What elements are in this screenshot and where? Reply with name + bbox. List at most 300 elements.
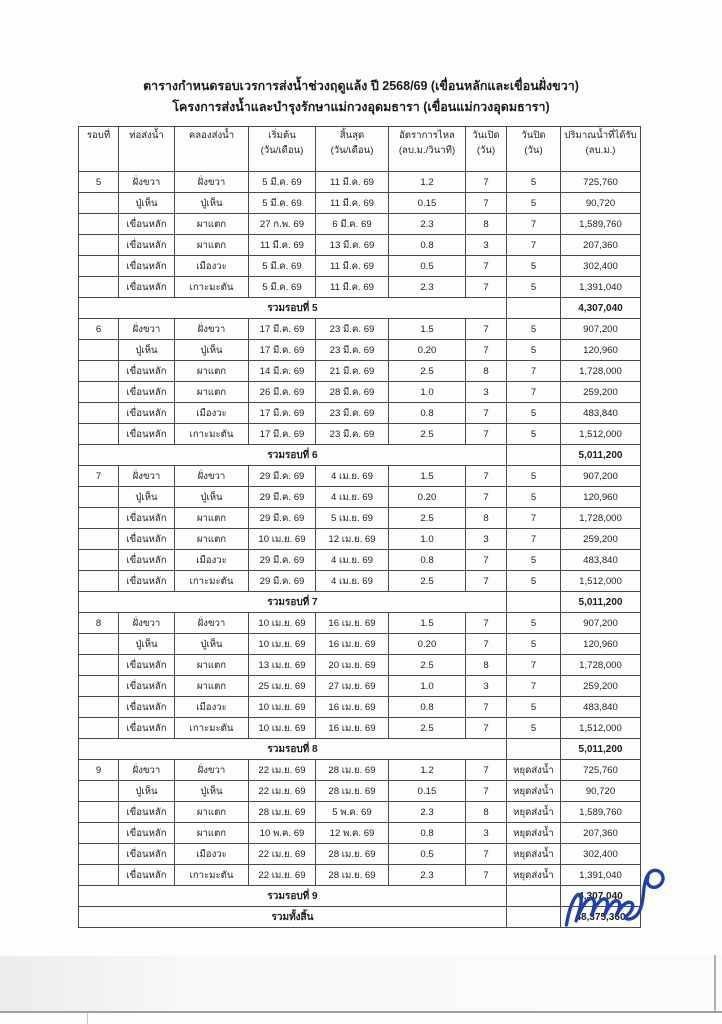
cell-pipe: ปู่เห็น xyxy=(119,340,175,361)
schedule-row xyxy=(79,802,641,823)
cell-open-days: 7 xyxy=(466,340,507,361)
cell-flow-rate: 0.15 xyxy=(389,193,466,214)
cell-canal: ผาแตก xyxy=(175,214,249,235)
cell-start-date: 17 มี.ค. 69 xyxy=(249,319,316,340)
cell-start-date: 17 มี.ค. 69 xyxy=(249,424,316,445)
cell-canal: ปู่เห็น xyxy=(175,193,249,214)
col-header-label: ท่อส่งน้ำ xyxy=(129,130,164,141)
cell-start-date: 29 มี.ค. 69 xyxy=(249,466,316,487)
cell-open-days: 8 xyxy=(466,214,507,235)
cell-end-date: 23 มี.ค. 69 xyxy=(316,340,389,361)
cell-start-date: 29 มี.ค. 69 xyxy=(249,487,316,508)
cell-close-days: หยุดส่งน้ำ xyxy=(507,760,561,781)
schedule-row xyxy=(79,613,641,634)
cell-pipe: ฝั่งขวา xyxy=(119,319,175,340)
cell-flow-rate: 2.5 xyxy=(389,361,466,382)
cell-flow-rate: 2.3 xyxy=(389,802,466,823)
cell-round-number xyxy=(79,424,119,445)
round-total-value: 5,011,200 xyxy=(561,445,641,466)
cell-end-date: 28 เม.ย. 69 xyxy=(316,781,389,802)
round-total-spacer-cell xyxy=(507,298,561,319)
cell-round-number xyxy=(79,550,119,571)
cell-open-days: 7 xyxy=(466,697,507,718)
cell-open-days: 8 xyxy=(466,361,507,382)
cell-flow-rate: 0.8 xyxy=(389,823,466,844)
cell-start-date: 17 มี.ค. 69 xyxy=(249,403,316,424)
col-header-unit: (วัน) xyxy=(476,145,496,156)
cell-end-date: 4 เม.ย. 69 xyxy=(316,571,389,592)
scan-edge-right-line xyxy=(714,955,716,1012)
cell-flow-rate: 1.0 xyxy=(389,529,466,550)
handwritten-signature xyxy=(546,850,678,948)
cell-close-days: 7 xyxy=(507,214,561,235)
cell-end-date: 4 เม.ย. 69 xyxy=(316,466,389,487)
cell-canal: เกาะมะตัน xyxy=(175,865,249,886)
col-header-label: รอบที่ xyxy=(86,130,111,141)
cell-flow-rate: 0.8 xyxy=(389,550,466,571)
cell-end-date: 12 เม.ย. 69 xyxy=(316,529,389,550)
cell-open-days: 3 xyxy=(466,823,507,844)
col-header-label: วันเปิด xyxy=(472,130,500,141)
cell-start-date: 10 เม.ย. 69 xyxy=(249,613,316,634)
cell-canal: ผาแตก xyxy=(175,361,249,382)
cell-volume: 1,391,040 xyxy=(561,277,641,298)
cell-volume: 207,360 xyxy=(561,235,641,256)
cell-pipe: เขื่อนหลัก xyxy=(119,508,175,529)
cell-volume: 1,391,040 xyxy=(561,865,641,886)
document-title-line1: ตารางกำหนดรอบเวรการส่งน้ำช่วงฤดูแล้ง ปี 2568/69 (เขื่อนหลักและเขื่อนฝั่งขวา) xyxy=(143,79,579,93)
cell-canal: ผาแตก xyxy=(175,529,249,550)
cell-round-number xyxy=(79,382,119,403)
schedule-row xyxy=(79,214,641,235)
cell-close-days: 5 xyxy=(507,466,561,487)
cell-close-days: 7 xyxy=(507,361,561,382)
col-header-label: สิ้นสุด xyxy=(339,130,365,141)
cell-end-date: 4 เม.ย. 69 xyxy=(316,487,389,508)
round-total-value: 4,307,040 xyxy=(561,298,641,319)
cell-start-date: 17 มี.ค. 69 xyxy=(249,340,316,361)
schedule-row xyxy=(79,424,641,445)
cell-end-date: 27 เม.ย. 69 xyxy=(316,676,389,697)
cell-volume: 1,512,000 xyxy=(561,718,641,739)
cell-round-number xyxy=(79,865,119,886)
cell-canal: ปู่เห็น xyxy=(175,340,249,361)
cell-round-number xyxy=(79,403,119,424)
cell-round-number xyxy=(79,781,119,802)
col-header-unit: (ลบ.ม./วินาที) xyxy=(398,145,456,156)
cell-round-number xyxy=(79,214,119,235)
cell-end-date: 23 มี.ค. 69 xyxy=(316,403,389,424)
cell-open-days: 3 xyxy=(466,676,507,697)
cell-round-number: 8 xyxy=(79,613,119,634)
cell-open-days: 7 xyxy=(466,424,507,445)
cell-pipe: เขื่อนหลัก xyxy=(119,529,175,550)
cell-pipe: เขื่อนหลัก xyxy=(119,571,175,592)
cell-canal: ฝั่งขวา xyxy=(175,760,249,781)
cell-volume: 1,728,000 xyxy=(561,508,641,529)
header-row xyxy=(79,127,641,172)
col-header-end xyxy=(316,127,389,172)
cell-open-days: 8 xyxy=(466,802,507,823)
cell-canal: ปู่เห็น xyxy=(175,634,249,655)
cell-round-number: 9 xyxy=(79,760,119,781)
cell-pipe: เขื่อนหลัก xyxy=(119,697,175,718)
cell-start-date: 13 เม.ย. 69 xyxy=(249,655,316,676)
cell-canal: ผาแตก xyxy=(175,676,249,697)
cell-canal: ปู่เห็น xyxy=(175,781,249,802)
cell-round-number: 7 xyxy=(79,466,119,487)
scan-shadow-artifact xyxy=(0,956,722,1012)
document-title-line2: โครงการส่งน้ำและบำรุงรักษาแม่กวงอุดมธารา (เขื่อนแม่กวงอุดมธารา) xyxy=(172,100,550,114)
cell-pipe: เขื่อนหลัก xyxy=(119,718,175,739)
cell-open-days: 7 xyxy=(466,466,507,487)
schedule-row xyxy=(79,529,641,550)
cell-round-number xyxy=(79,571,119,592)
cell-end-date: 23 มี.ค. 69 xyxy=(316,319,389,340)
cell-round-number xyxy=(79,844,119,865)
cell-round-number xyxy=(79,676,119,697)
cell-end-date: 5 เม.ย. 69 xyxy=(316,508,389,529)
cell-open-days: 7 xyxy=(466,865,507,886)
cell-flow-rate: 1.5 xyxy=(389,613,466,634)
cell-pipe: ปู่เห็น xyxy=(119,487,175,508)
cell-pipe: เขื่อนหลัก xyxy=(119,655,175,676)
cell-pipe: เขื่อนหลัก xyxy=(119,802,175,823)
cell-end-date: 11 มี.ค. 69 xyxy=(316,277,389,298)
cell-pipe: ปู่เห็น xyxy=(119,781,175,802)
schedule-row xyxy=(79,403,641,424)
cell-flow-rate: 0.15 xyxy=(389,781,466,802)
cell-round-number xyxy=(79,487,119,508)
scan-edge-bottom-line xyxy=(87,1013,88,1024)
schedule-row xyxy=(79,697,641,718)
cell-flow-rate: 0.5 xyxy=(389,256,466,277)
round-total-spacer-cell xyxy=(507,445,561,466)
cell-volume: 907,200 xyxy=(561,319,641,340)
cell-flow-rate: 2.3 xyxy=(389,865,466,886)
cell-close-days: 5 xyxy=(507,424,561,445)
cell-pipe: เขื่อนหลัก xyxy=(119,403,175,424)
cell-volume: 207,360 xyxy=(561,823,641,844)
cell-start-date: 22 เม.ย. 69 xyxy=(249,760,316,781)
cell-canal: เมืองวะ xyxy=(175,403,249,424)
cell-volume: 1,512,000 xyxy=(561,424,641,445)
cell-canal: ผาแตก xyxy=(175,655,249,676)
round-total-label: รวมรอบที่ 8 xyxy=(79,739,507,760)
cell-pipe: ฝั่งขวา xyxy=(119,466,175,487)
cell-close-days: 5 xyxy=(507,403,561,424)
schedule-row xyxy=(79,550,641,571)
cell-end-date: 13 มี.ค. 69 xyxy=(316,235,389,256)
cell-canal: ฝั่งขวา xyxy=(175,319,249,340)
cell-close-days: 5 xyxy=(507,718,561,739)
cell-flow-rate: 0.20 xyxy=(389,340,466,361)
cell-end-date: 21 มี.ค. 69 xyxy=(316,361,389,382)
cell-flow-rate: 2.5 xyxy=(389,718,466,739)
cell-flow-rate: 0.20 xyxy=(389,487,466,508)
cell-volume: 1,589,760 xyxy=(561,802,641,823)
col-header-label: อัตราการไหล xyxy=(399,130,455,141)
cell-pipe: ฝั่งขวา xyxy=(119,613,175,634)
col-header-unit: (วัน/เดือน) xyxy=(330,145,374,156)
cell-round-number xyxy=(79,340,119,361)
cell-volume: 483,840 xyxy=(561,403,641,424)
cell-pipe: เขื่อนหลัก xyxy=(119,865,175,886)
cell-canal: ฝั่งขวา xyxy=(175,172,249,193)
cell-open-days: 7 xyxy=(466,634,507,655)
col-header-start xyxy=(249,127,316,172)
cell-end-date: 4 เม.ย. 69 xyxy=(316,550,389,571)
cell-end-date: 28 เม.ย. 69 xyxy=(316,760,389,781)
cell-pipe: ฝั่งขวา xyxy=(119,172,175,193)
water-delivery-schedule-table xyxy=(78,126,641,928)
schedule-row xyxy=(79,718,641,739)
cell-volume: 120,960 xyxy=(561,340,641,361)
cell-open-days: 3 xyxy=(466,382,507,403)
cell-start-date: 22 เม.ย. 69 xyxy=(249,865,316,886)
schedule-row xyxy=(79,781,641,802)
scan-page-edge-line xyxy=(0,1011,722,1013)
cell-close-days: 5 xyxy=(507,634,561,655)
cell-flow-rate: 0.5 xyxy=(389,844,466,865)
cell-flow-rate: 1.0 xyxy=(389,382,466,403)
cell-start-date: 10 พ.ค. 69 xyxy=(249,823,316,844)
cell-pipe: เขื่อนหลัก xyxy=(119,361,175,382)
cell-start-date: 5 มี.ค. 69 xyxy=(249,277,316,298)
cell-end-date: 16 เม.ย. 69 xyxy=(316,697,389,718)
cell-close-days: หยุดส่งน้ำ xyxy=(507,823,561,844)
cell-end-date: 16 เม.ย. 69 xyxy=(316,634,389,655)
cell-end-date: 16 เม.ย. 69 xyxy=(316,613,389,634)
signature-stroke xyxy=(562,870,667,926)
schedule-row xyxy=(79,361,641,382)
cell-round-number xyxy=(79,277,119,298)
cell-close-days: 5 xyxy=(507,613,561,634)
cell-volume: 1,589,760 xyxy=(561,214,641,235)
cell-close-days: 7 xyxy=(507,676,561,697)
cell-round-number: 6 xyxy=(79,319,119,340)
cell-start-date: 5 มี.ค. 69 xyxy=(249,172,316,193)
cell-start-date: 22 เม.ย. 69 xyxy=(249,781,316,802)
cell-flow-rate: 0.8 xyxy=(389,403,466,424)
cell-canal: ผาแตก xyxy=(175,823,249,844)
col-header-open-days xyxy=(466,127,507,172)
cell-end-date: 11 มี.ค. 69 xyxy=(316,256,389,277)
cell-close-days: 5 xyxy=(507,319,561,340)
round-total-label: รวมรอบที่ 5 xyxy=(79,298,507,319)
cell-volume: 259,200 xyxy=(561,529,641,550)
col-header-label: ปริมาณน้ำที่ได้รับ xyxy=(564,130,637,141)
cell-start-date: 10 เม.ย. 69 xyxy=(249,634,316,655)
round-total-row xyxy=(79,445,641,466)
cell-pipe: เขื่อนหลัก xyxy=(119,382,175,403)
cell-canal: เมืองวะ xyxy=(175,844,249,865)
cell-open-days: 3 xyxy=(466,235,507,256)
cell-volume: 1,728,000 xyxy=(561,361,641,382)
cell-canal: ฝั่งขวา xyxy=(175,466,249,487)
cell-open-days: 7 xyxy=(466,613,507,634)
cell-flow-rate: 2.5 xyxy=(389,655,466,676)
cell-volume: 90,720 xyxy=(561,781,641,802)
cell-open-days: 7 xyxy=(466,571,507,592)
schedule-row xyxy=(79,634,641,655)
col-header-volume xyxy=(561,127,641,172)
cell-round-number xyxy=(79,361,119,382)
cell-end-date: 28 เม.ย. 69 xyxy=(316,865,389,886)
cell-pipe: ปู่เห็น xyxy=(119,193,175,214)
cell-flow-rate: 1.0 xyxy=(389,676,466,697)
cell-end-date: 20 เม.ย. 69 xyxy=(316,655,389,676)
col-header-pipe xyxy=(119,127,175,172)
col-header-label: เริ่มต้น xyxy=(268,130,296,141)
cell-volume: 725,760 xyxy=(561,760,641,781)
round-total-row xyxy=(79,298,641,319)
cell-close-days: 7 xyxy=(507,508,561,529)
cell-end-date: 28 เม.ย. 69 xyxy=(316,844,389,865)
cell-close-days: 7 xyxy=(507,235,561,256)
cell-flow-rate: 1.2 xyxy=(389,760,466,781)
cell-round-number xyxy=(79,697,119,718)
cell-close-days: 5 xyxy=(507,487,561,508)
col-header-round xyxy=(79,127,119,172)
cell-start-date: 28 เม.ย. 69 xyxy=(249,802,316,823)
schedule-row xyxy=(79,508,641,529)
cell-canal: ผาแตก xyxy=(175,382,249,403)
cell-volume: 1,728,000 xyxy=(561,655,641,676)
cell-pipe: เขื่อนหลัก xyxy=(119,676,175,697)
cell-flow-rate: 2.5 xyxy=(389,571,466,592)
schedule-row xyxy=(79,466,641,487)
round-total-value: 4,307,040 xyxy=(561,886,641,907)
cell-canal: เมืองวะ xyxy=(175,256,249,277)
schedule-row xyxy=(79,487,641,508)
cell-open-days: 7 xyxy=(466,844,507,865)
cell-close-days: หยุดส่งน้ำ xyxy=(507,781,561,802)
cell-pipe: ฝั่งขวา xyxy=(119,760,175,781)
cell-end-date: 12 พ.ค. 69 xyxy=(316,823,389,844)
schedule-row xyxy=(79,676,641,697)
cell-end-date: 28 มี.ค. 69 xyxy=(316,382,389,403)
cell-start-date: 29 มี.ค. 69 xyxy=(249,571,316,592)
cell-flow-rate: 1.2 xyxy=(389,172,466,193)
cell-open-days: 7 xyxy=(466,277,507,298)
cell-canal: เกาะมะตัน xyxy=(175,718,249,739)
cell-end-date: 6 มี.ค. 69 xyxy=(316,214,389,235)
cell-canal: เกาะมะตัน xyxy=(175,424,249,445)
cell-round-number xyxy=(79,655,119,676)
cell-end-date: 11 มี.ค. 69 xyxy=(316,172,389,193)
cell-open-days: 8 xyxy=(466,655,507,676)
round-total-spacer-cell xyxy=(507,739,561,760)
round-total-label: รวมรอบที่ 7 xyxy=(79,592,507,613)
cell-pipe: ปู่เห็น xyxy=(119,634,175,655)
col-header-close-days xyxy=(507,127,561,172)
cell-volume: 725,760 xyxy=(561,172,641,193)
cell-open-days: 7 xyxy=(466,403,507,424)
cell-end-date: 16 เม.ย. 69 xyxy=(316,718,389,739)
cell-volume: 302,400 xyxy=(561,844,641,865)
schedule-row xyxy=(79,319,641,340)
cell-canal: เมืองวะ xyxy=(175,550,249,571)
col-header-label: วันปิด xyxy=(521,130,546,141)
cell-close-days: 5 xyxy=(507,277,561,298)
col-header-unit: (ลบ.ม.) xyxy=(585,145,616,156)
cell-round-number xyxy=(79,508,119,529)
cell-close-days: 7 xyxy=(507,655,561,676)
schedule-row xyxy=(79,823,641,844)
cell-pipe: เขื่อนหลัก xyxy=(119,844,175,865)
cell-start-date: 29 มี.ค. 69 xyxy=(249,550,316,571)
cell-canal: ผาแตก xyxy=(175,508,249,529)
cell-flow-rate: 2.3 xyxy=(389,277,466,298)
cell-round-number xyxy=(79,634,119,655)
cell-start-date: 11 มี.ค. 69 xyxy=(249,235,316,256)
round-total-label: รวมรอบที่ 9 xyxy=(79,886,507,907)
cell-open-days: 7 xyxy=(466,487,507,508)
schedule-row xyxy=(79,235,641,256)
round-total-label: รวมรอบที่ 6 xyxy=(79,445,507,466)
cell-start-date: 25 เม.ย. 69 xyxy=(249,676,316,697)
cell-end-date: 23 มี.ค. 69 xyxy=(316,424,389,445)
cell-round-number xyxy=(79,823,119,844)
cell-volume: 1,512,000 xyxy=(561,571,641,592)
cell-open-days: 7 xyxy=(466,760,507,781)
cell-round-number xyxy=(79,718,119,739)
cell-round-number xyxy=(79,235,119,256)
cell-volume: 483,840 xyxy=(561,550,641,571)
cell-volume: 907,200 xyxy=(561,613,641,634)
col-header-unit: (วัน) xyxy=(524,145,543,156)
cell-close-days: หยุดส่งน้ำ xyxy=(507,844,561,865)
cell-close-days: 7 xyxy=(507,382,561,403)
cell-pipe: เขื่อนหลัก xyxy=(119,214,175,235)
schedule-row xyxy=(79,256,641,277)
cell-open-days: 8 xyxy=(466,508,507,529)
col-header-canal xyxy=(175,127,249,172)
schedule-row xyxy=(79,760,641,781)
cell-round-number xyxy=(79,529,119,550)
cell-flow-rate: 0.20 xyxy=(389,634,466,655)
cell-close-days: หยุดส่งน้ำ xyxy=(507,802,561,823)
cell-start-date: 14 มี.ค. 69 xyxy=(249,361,316,382)
cell-close-days: 5 xyxy=(507,256,561,277)
cell-start-date: 10 เม.ย. 69 xyxy=(249,529,316,550)
cell-flow-rate: 1.5 xyxy=(389,466,466,487)
cell-start-date: 5 มี.ค. 69 xyxy=(249,256,316,277)
cell-open-days: 7 xyxy=(466,550,507,571)
cell-canal: เกาะมะตัน xyxy=(175,277,249,298)
schedule-row xyxy=(79,340,641,361)
cell-canal: เมืองวะ xyxy=(175,697,249,718)
cell-pipe: เขื่อนหลัก xyxy=(119,550,175,571)
round-total-value: 5,011,200 xyxy=(561,592,641,613)
round-total-value: 5,011,200 xyxy=(561,739,641,760)
cell-volume: 907,200 xyxy=(561,466,641,487)
cell-pipe: เขื่อนหลัก xyxy=(119,424,175,445)
cell-canal: ฝั่งขวา xyxy=(175,613,249,634)
cell-volume: 302,400 xyxy=(561,256,641,277)
cell-volume: 483,840 xyxy=(561,697,641,718)
cell-canal: ผาแตก xyxy=(175,802,249,823)
cell-flow-rate: 1.5 xyxy=(389,319,466,340)
cell-end-date: 11 มี.ค. 69 xyxy=(316,193,389,214)
cell-pipe: เขื่อนหลัก xyxy=(119,823,175,844)
cell-flow-rate: 2.3 xyxy=(389,214,466,235)
cell-open-days: 7 xyxy=(466,718,507,739)
cell-close-days: 5 xyxy=(507,340,561,361)
cell-close-days: 5 xyxy=(507,172,561,193)
cell-open-days: 7 xyxy=(466,193,507,214)
